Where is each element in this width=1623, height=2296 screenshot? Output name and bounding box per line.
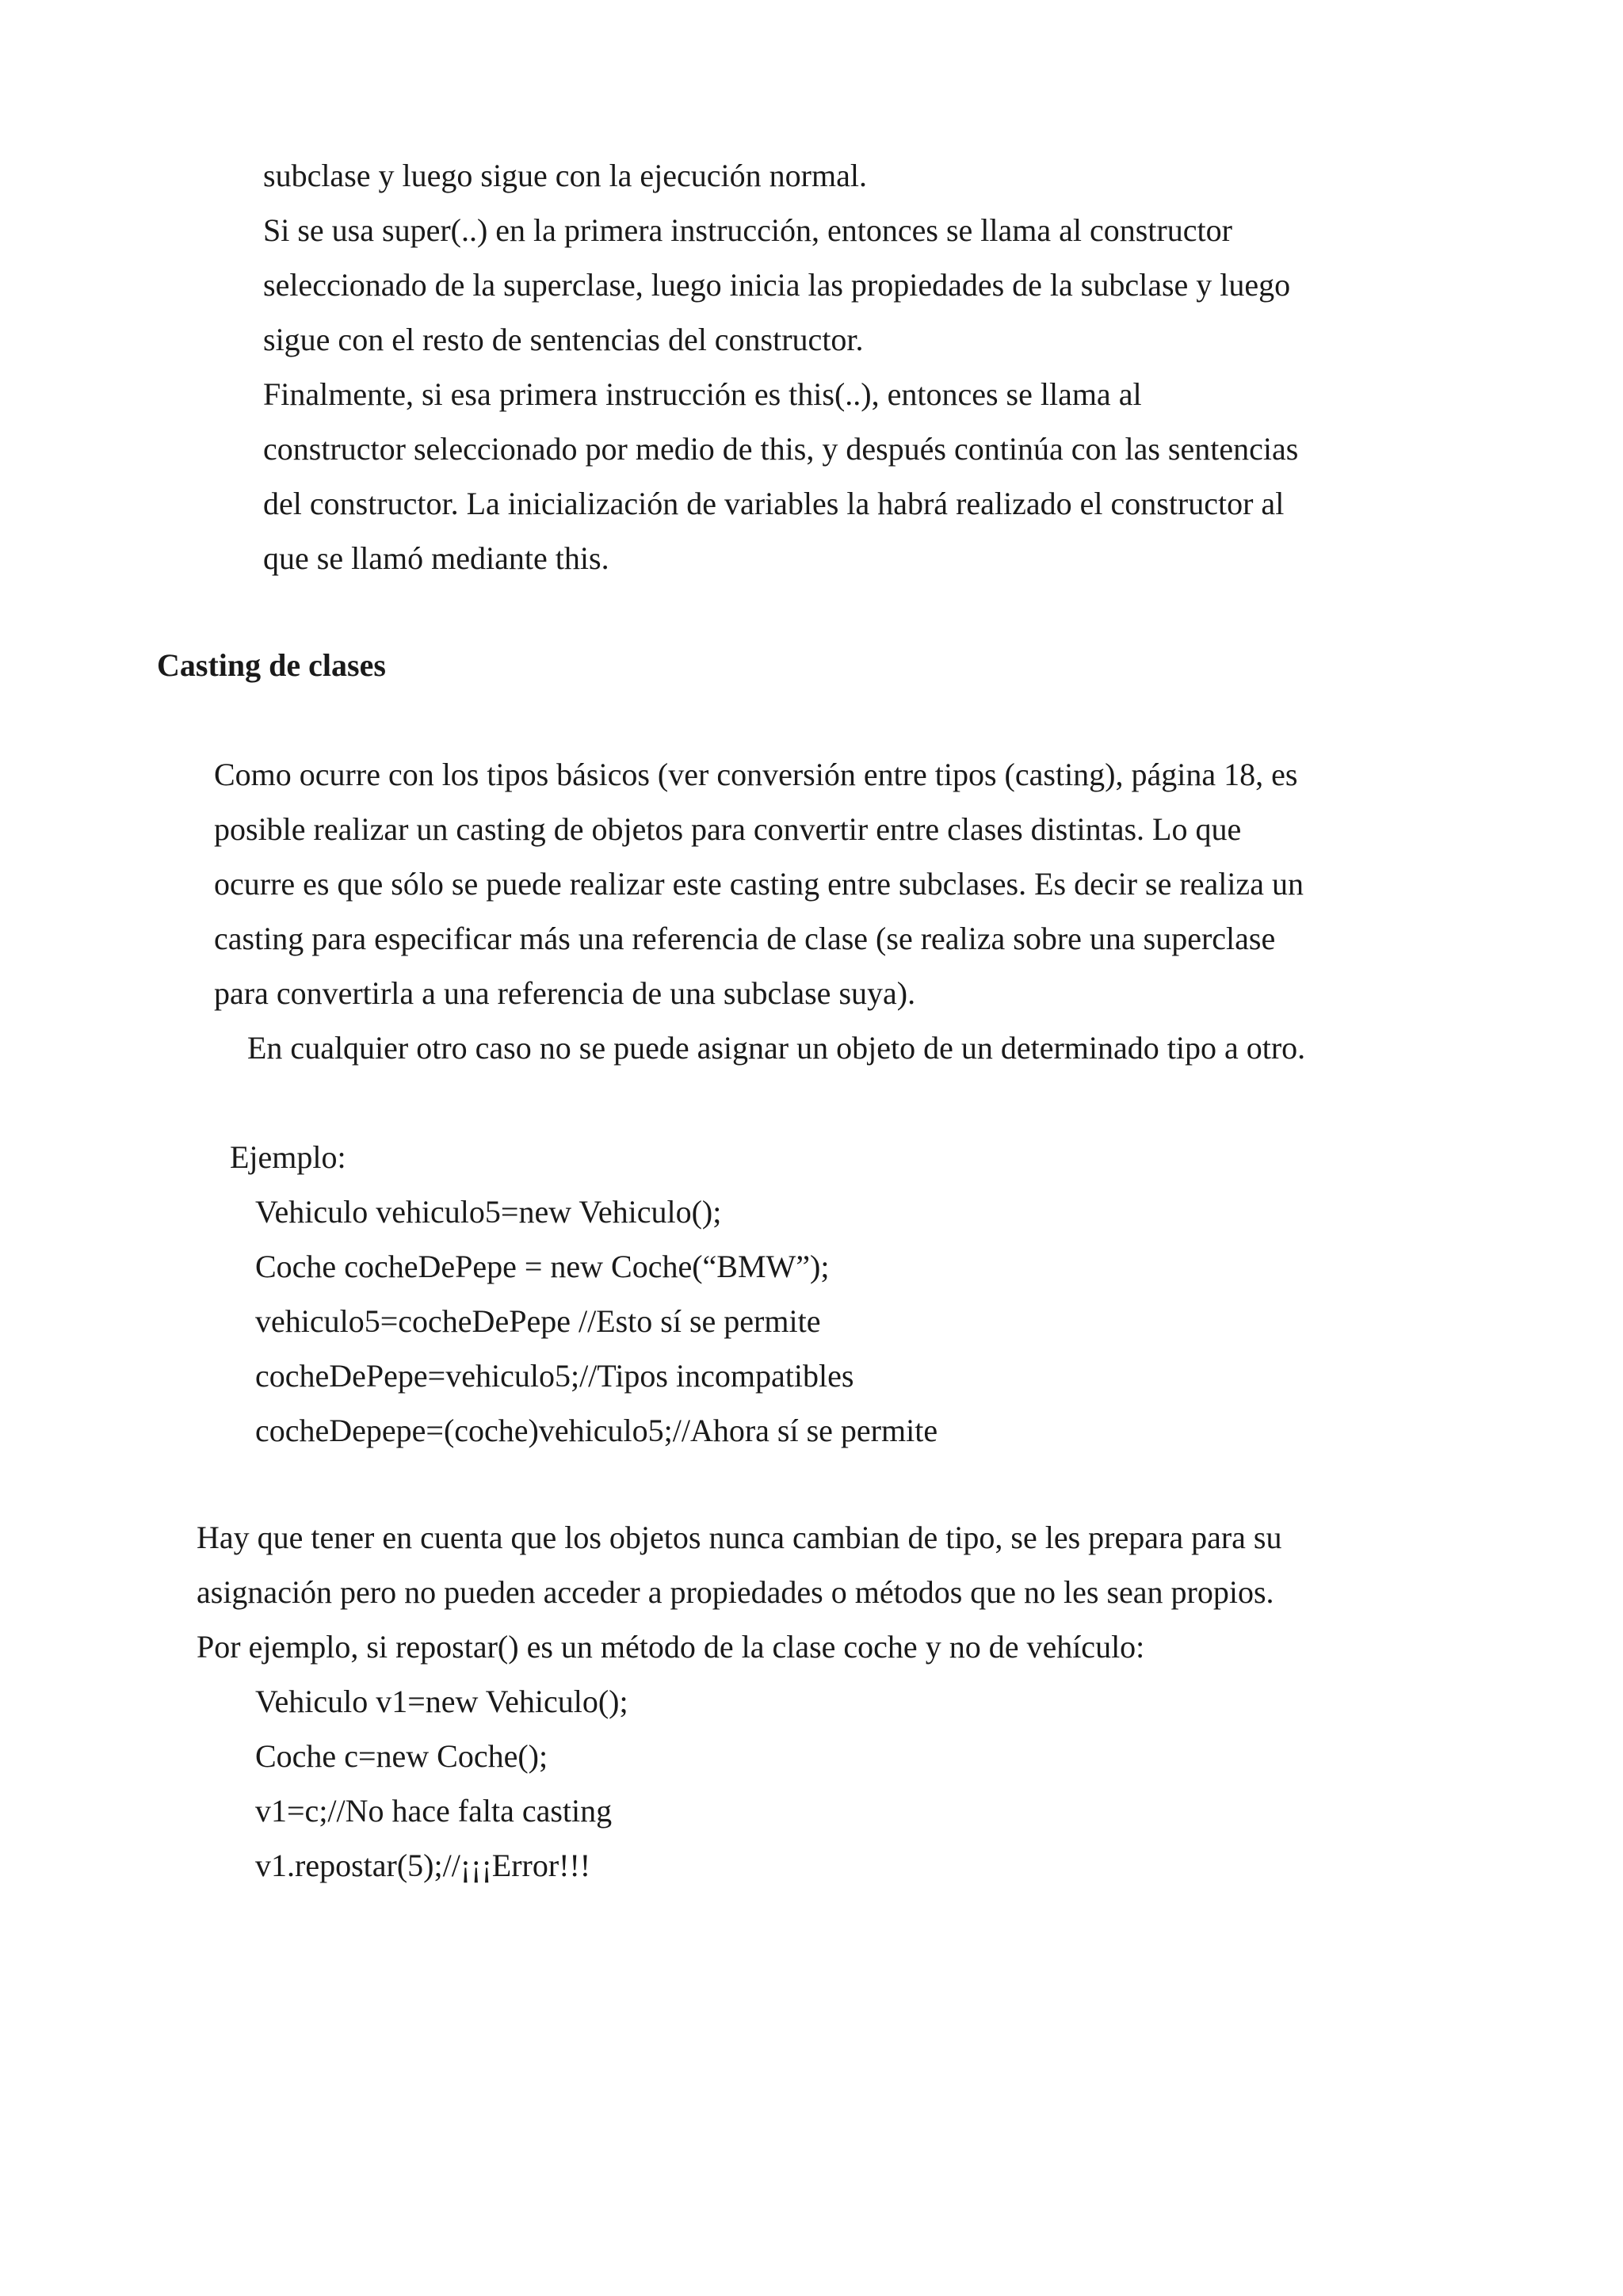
paragraph-line: posible realizar un casting de objetos para convertir entre clases distintas. Lo que <box>214 811 1242 847</box>
example-label: Ejemplo: <box>230 1139 346 1175</box>
code-line: v1=c;//No hace falta casting <box>255 1793 613 1829</box>
code-line: cocheDepepe=(coche)vehiculo5;//Ahora sí se permite <box>255 1413 938 1448</box>
code-line: Vehiculo v1=new Vehiculo(); <box>255 1684 628 1719</box>
paragraph-line: para convertirla a una referencia de una subclase suya). <box>214 975 916 1011</box>
intro-line: subclase y luego sigue con la ejecución normal. <box>263 158 867 193</box>
intro-line: constructor seleccionado por medio de this, y después continúa con las sentencias <box>263 431 1299 467</box>
intro-line: que se llamó mediante this. <box>263 540 609 576</box>
paragraph-line: Como ocurre con los tipos básicos (ver conversión entre tipos (casting), página 18, es <box>214 757 1298 792</box>
intro-line: Si se usa super(..) en la primera instrucción, entonces se llama al constructor <box>263 212 1232 248</box>
paragraph-line: asignación pero no pueden acceder a propiedades o métodos que no les sean propios. <box>197 1574 1274 1610</box>
intro-line: sigue con el resto de sentencias del constructor. <box>263 322 864 357</box>
paragraph-line: Hay que tener en cuenta que los objetos nunca cambian de tipo, se les prepara para su <box>197 1520 1282 1555</box>
intro-line: Finalmente, si esa primera instrucción es this(..), entonces se llama al <box>263 376 1142 412</box>
paragraph-line: casting para especificar más una referencia de clase (se realiza sobre una superclase <box>214 921 1276 956</box>
intro-line: seleccionado de la superclase, luego inicia las propiedades de la subclase y luego <box>263 267 1291 303</box>
code-line: vehiculo5=cocheDePepe //Esto sí se permite <box>255 1303 821 1339</box>
intro-line: del constructor. La inicialización de variables la habrá realizado el constructor al <box>263 486 1285 521</box>
paragraph-line: Por ejemplo, si repostar() es un método de la clase coche y no de vehículo: <box>197 1629 1145 1665</box>
paragraph-line: ocurre es que sólo se puede realizar este casting entre subclases. Es decir se realiza un <box>214 866 1304 902</box>
code-line: Vehiculo vehiculo5=new Vehiculo(); <box>255 1194 722 1230</box>
code-line: Coche c=new Coche(); <box>255 1738 548 1774</box>
paragraph-line: En cualquier otro caso no se puede asignar un objeto de un determinado tipo a otro. <box>247 1030 1306 1066</box>
code-line: v1.repostar(5);//¡¡¡Error!!! <box>255 1848 591 1883</box>
code-line: cocheDePepe=vehiculo5;//Tipos incompatibles <box>255 1358 854 1394</box>
code-line: Coche cocheDePepe = new Coche(“BMW”); <box>255 1249 830 1284</box>
section-heading: Casting de clases <box>157 647 386 683</box>
